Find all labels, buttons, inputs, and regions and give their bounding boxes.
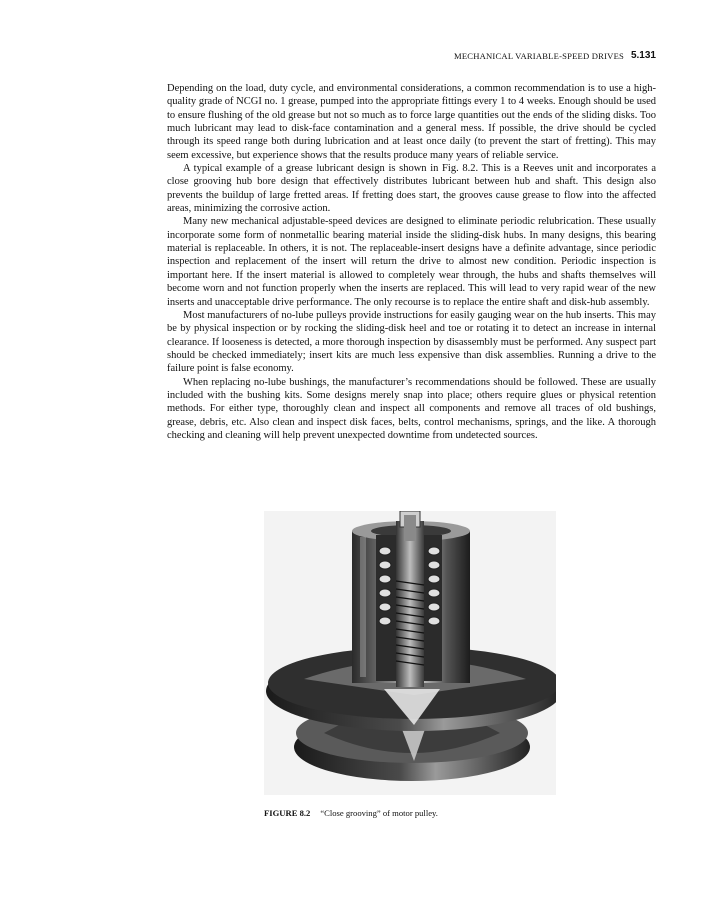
paragraph: Many new mechanical adjustable-speed devices are designed to eliminate periodic relubrication. These usually incorporate some form of nonmetallic bearing material inside the sliding-disk hubs. In many designs, this bearing material is replaceable. In others, it is not. The replaceable-insert designs have a definite advantage, since periodic inspection and replacement of the insert will return the drive to almost new condition. Periodic inspection is important here. If the insert material is allowed to completely wear through, the hubs and shafts themselves will become worn and not function properly when the inserts are replaced. This will lead to very rapid wear of the new inserts and unacceptable drive performance. The only recourse is to replace the entire shaft and disk-hub assembly. — [167, 216, 656, 308]
paragraph: Most manufacturers of no-lube pulleys provide instructions for easily gauging wear on the hub inserts. This may be by physical inspection or by rocking the sliding-disk heel and toe or rotating it to detect an increase in internal clearance. If looseness is detected, a more thorough inspection by disassembly must be performed. Any suspect part should be checked immediately; insert kits are much less expensive than disk assemblies. Running a drive to the failure point is false economy. — [167, 309, 656, 375]
figure-pulley-photo — [264, 511, 556, 795]
pulley-illustration — [264, 511, 556, 795]
figure-caption — [264, 808, 584, 818]
figure-caption-text: “Close grooving” of motor pulley. — [320, 808, 438, 818]
paragraph: Depending on the load, duty cycle, and environmental considerations, a common recommendation is to use a high-quality grade of NCGI no. 1 grease, pumped into the appropriate fittings every 1 to 4 weeks. Enough should be used to ensure flushing of the old grease but not so much as to force large quantities out the ends of the sliding disks. Too much lubricant may lead to disk-face contamination and a general mess. If possible, the drive should be cycled through its speed range both during lubrication and at least once daily (to prevent the start of fretting). This may seem excessive, but experience shows that the results produce many years of reliable service. — [167, 83, 656, 161]
figure-label: FIGURE 8.2 — [264, 808, 311, 818]
body-text — [167, 82, 656, 442]
running-header — [167, 50, 656, 64]
running-title: MECHANICAL VARIABLE-SPEED DRIVES — [453, 51, 624, 61]
paragraph: A typical example of a grease lubricant design is shown in Fig. 8.2. This is a Reeves unit and incorporates a close grooving hub bore design that effectively distributes lubricant between hub and shaft. This design also prevents the buildup of large fretted areas. If fretting does start, the grooves cause grease to flow into the affected areas, minimizing the corrosive action. — [167, 163, 656, 215]
paragraph: When replacing no-lube bushings, the manufacturer’s recommendations should be followed. These are usually included with the bushing kits. Some designs merely snap into place; others require glues or physical retention methods. For either type, thoroughly clean and inspect all components and remove all traces of old bushings, grease, debris, etc. Also clean and inspect disk faces, belts, control mechanisms, springs, and the like. A thorough checking and cleaning will help prevent unexpected downtime from undetected sources. — [167, 376, 656, 441]
page-number: 5.131 — [630, 50, 656, 61]
